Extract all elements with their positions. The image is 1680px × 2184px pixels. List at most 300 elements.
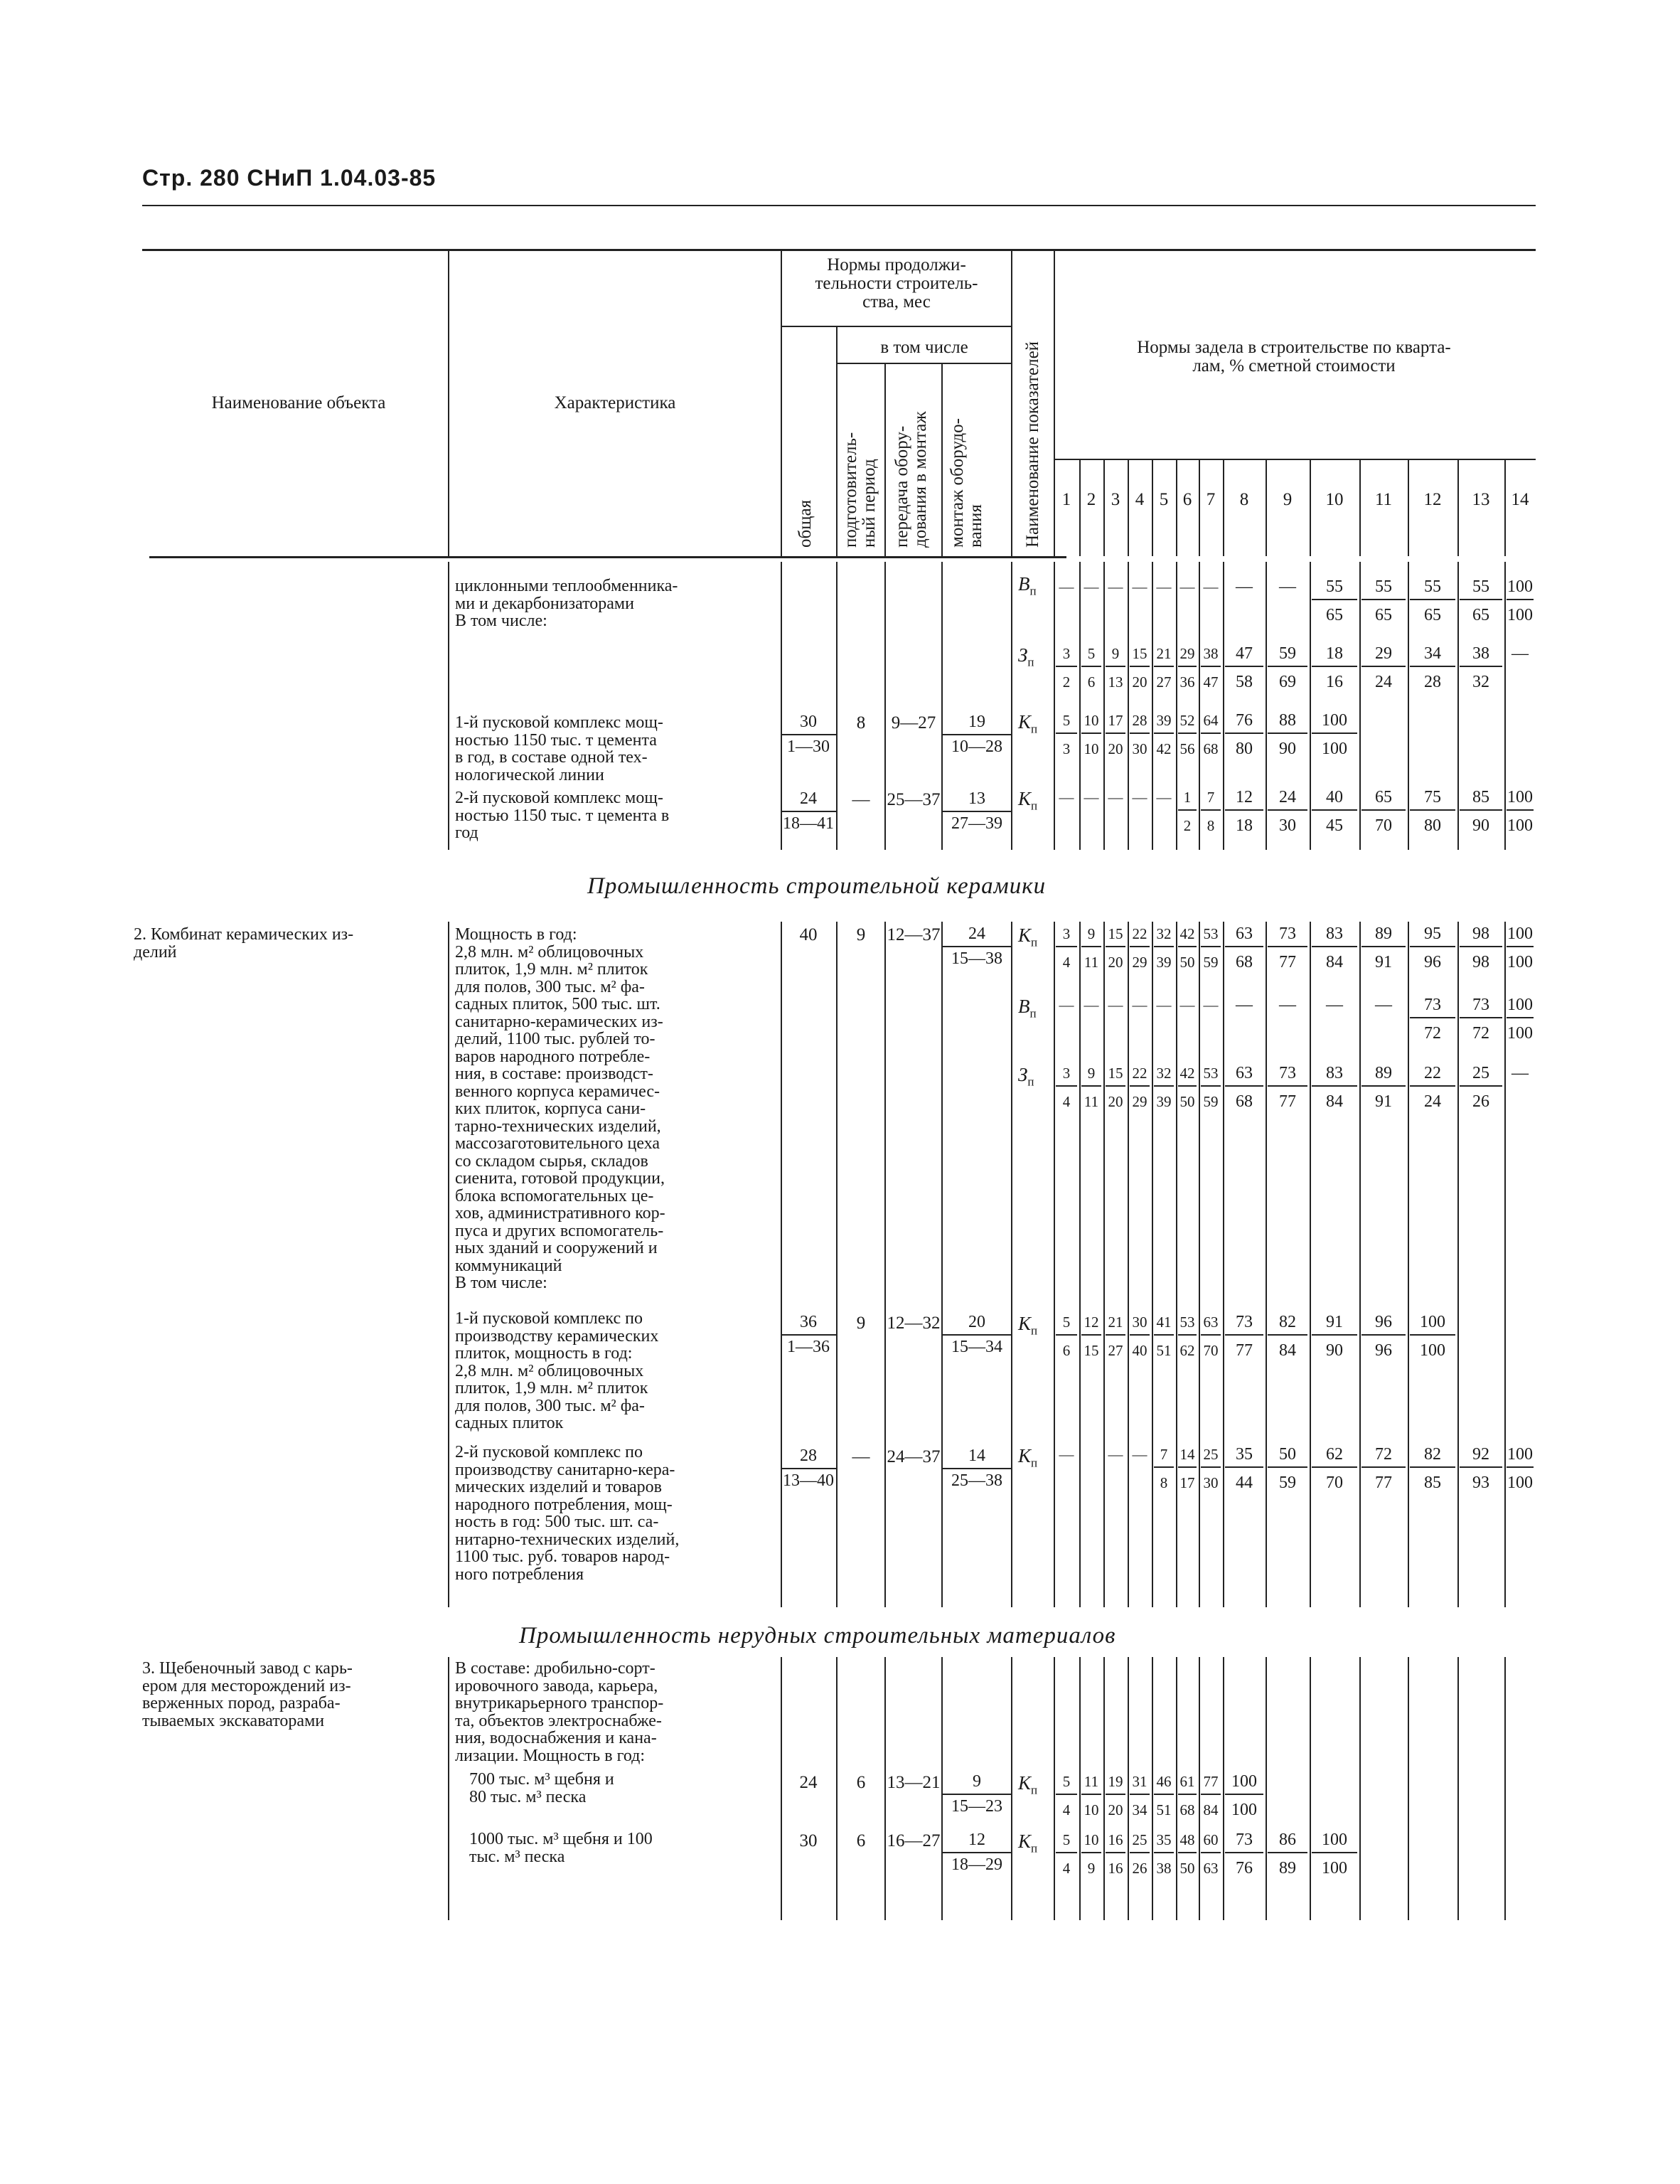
r_Z_cont-q3-bar: [1106, 666, 1125, 667]
r_o2_K-q7-bottom: 59: [1203, 954, 1219, 971]
r_o2k2_K-q11-top: 72: [1375, 1445, 1392, 1464]
r_B_cont-q14-bottom: 100: [1507, 606, 1533, 624]
column-line: [448, 562, 449, 850]
r_K2-q10-bar: [1312, 809, 1357, 811]
r_K1-q6-top: 52: [1179, 712, 1195, 729]
r_o2_K-q9-bar: [1268, 946, 1307, 947]
divider: [1054, 250, 1055, 556]
r_K2-q12-bottom: 80: [1424, 816, 1441, 835]
r_o2_Z-q8-top: 63: [1236, 1064, 1253, 1082]
column-line: [448, 1657, 449, 1920]
table-head-rule: [149, 556, 1066, 558]
o2-prep: 9: [856, 925, 866, 944]
r_K2-q3-top: —: [1108, 789, 1123, 806]
column-line: [1079, 562, 1081, 850]
r_K1-q4-bar: [1130, 733, 1150, 734]
r_o3b_K-q5-top: 35: [1156, 1831, 1172, 1848]
r_K2-q6-bar: [1178, 809, 1197, 811]
r_K2-q8-bar: [1225, 809, 1263, 811]
r_o2_K-q10-bottom: 84: [1326, 953, 1343, 971]
r_o2_B-q14-bar: [1507, 1017, 1534, 1018]
k2-install: $\frac{13}{27—39}$: [943, 789, 1011, 833]
col-durations-header: Нормы продолжи- тельности строитель- ства, мес: [815, 255, 978, 311]
r_o2_Z-q7-bar: [1201, 1085, 1221, 1087]
col-prep-header: подготовитель- ный период: [841, 432, 879, 548]
quarter-header-14: 14: [1511, 490, 1529, 509]
column-line: [1457, 562, 1459, 850]
r_o2_Z-q1-top: 3: [1062, 1065, 1071, 1082]
r_o2_K-q12-bottom: 96: [1424, 953, 1441, 971]
indicator-o3b-K: $К_п$: [1018, 1831, 1038, 1855]
col-transfer-header: передача обору- дования в монтаж: [892, 411, 930, 548]
section-ceramics: Промышленность строительной керамики: [587, 873, 1047, 899]
r_o3a_K-q4-bar: [1130, 1794, 1150, 1795]
r_K2-q7-bottom: 8: [1207, 817, 1215, 834]
r_o2_K-q4-top: 22: [1132, 925, 1147, 942]
r_K2-q10-top: 40: [1326, 788, 1343, 806]
indicator-o2k1-K: $К_п$: [1018, 1313, 1038, 1338]
r_K1-q9-bottom: 90: [1279, 740, 1296, 758]
r_K2-q9-bottom: 30: [1279, 816, 1296, 835]
r_o2_B-q12-top: 73: [1424, 996, 1441, 1014]
r_K2-q11-bottom: 70: [1375, 816, 1392, 835]
r_o2_K-q4-bar: [1130, 946, 1150, 947]
column-line: [1054, 562, 1055, 850]
r_Z_cont-q14-top: —: [1512, 644, 1529, 663]
column-line: [1176, 562, 1177, 850]
r_o2_B-q14-top: 100: [1507, 996, 1533, 1014]
quarter-header-6: 6: [1182, 490, 1192, 509]
r_o2k2_K-q14-top: 100: [1507, 1445, 1533, 1464]
r_B_cont-q10-top: 55: [1326, 577, 1343, 596]
column-line: [1266, 1657, 1267, 1920]
r_o2_B-q14-bottom: 100: [1507, 1024, 1533, 1043]
r_K2-q10-bottom: 45: [1326, 816, 1343, 835]
r_o2_B-q4-top: —: [1132, 996, 1147, 1013]
r_o3a_K-q6-bar: [1178, 1794, 1197, 1795]
r_o2_K-q14-bar: [1507, 946, 1534, 947]
r_K1-q2-top: 10: [1084, 712, 1099, 729]
r_o2_K-q8-top: 63: [1236, 925, 1253, 943]
divider: [836, 327, 838, 556]
r_o2_B-q5-top: —: [1156, 996, 1172, 1013]
r_o2_Z-q11-bottom: 91: [1375, 1092, 1392, 1111]
r_o2k1_K-q9-bar: [1268, 1334, 1307, 1336]
r_o3b_K-q3-bottom: 16: [1108, 1860, 1123, 1877]
quarter-divider: [1176, 460, 1177, 556]
r_o3b_K-q6-bar: [1178, 1852, 1197, 1853]
r_o2_Z-q2-bar: [1081, 1085, 1101, 1087]
column-line: [1223, 922, 1224, 1607]
r_K1-q1-top: 5: [1062, 712, 1071, 729]
quarter-header-11: 11: [1374, 490, 1393, 509]
r_o2k2_K-q10-bottom: 70: [1326, 1474, 1343, 1492]
indicator-Z-cont: $З_п$: [1018, 644, 1034, 669]
o3a-install: $\frac{9}{15—23}$: [943, 1772, 1011, 1816]
o2k1-prep: 9: [856, 1314, 866, 1333]
r_Z_cont-q9-bottom: 69: [1279, 673, 1296, 691]
r_o2k2_K-q13-bar: [1460, 1466, 1502, 1468]
r_K2-q6-bottom: 2: [1183, 817, 1192, 834]
r_o2_K-q2-bottom: 11: [1084, 954, 1099, 971]
r_K1-q6-bottom: 56: [1179, 740, 1195, 757]
r_o2_Z-q11-bar: [1361, 1085, 1406, 1087]
r_o2k1_K-q3-top: 21: [1108, 1314, 1123, 1331]
column-line: [1011, 922, 1012, 1607]
r_o2k2_K-q4-top: —: [1132, 1446, 1147, 1463]
r_o3b_K-q2-top: 10: [1084, 1831, 1099, 1848]
r_o2k1_K-q6-top: 53: [1179, 1314, 1195, 1331]
r_o3b_K-q7-bar: [1201, 1852, 1221, 1853]
quarter-header-7: 7: [1206, 490, 1216, 509]
r_K2-q9-bar: [1268, 809, 1307, 811]
r_B_cont-q12-bar: [1410, 599, 1455, 600]
column-line: [1011, 562, 1012, 850]
r_o3b_K-q8-bottom: 76: [1236, 1859, 1253, 1877]
r_Z_cont-q12-top: 34: [1424, 644, 1441, 663]
r_o2_Z-q7-top: 53: [1203, 1065, 1219, 1082]
r_K1-q8-bar: [1225, 733, 1263, 734]
column-line: [1310, 922, 1311, 1607]
r_K2-q13-bottom: 90: [1472, 816, 1489, 835]
r_Z_cont-q7-bottom: 47: [1203, 673, 1219, 691]
r_B_cont-q11-bottom: 65: [1375, 606, 1392, 624]
r_o2_B-q1-top: —: [1059, 996, 1074, 1013]
r_o2_K-q3-bottom: 20: [1108, 954, 1123, 971]
r_o3a_K-q3-top: 19: [1108, 1773, 1123, 1790]
object-3-variant-2: 1000 тыс. м³ щебня и 100 тыс. м³ песка: [469, 1830, 653, 1866]
r_o2_Z-q10-top: 83: [1326, 1064, 1343, 1082]
r_o2_Z-q11-top: 89: [1375, 1064, 1392, 1082]
r_o3a_K-q1-top: 5: [1062, 1773, 1071, 1790]
quarter-header-8: 8: [1239, 490, 1249, 509]
r_o2_K-q7-top: 53: [1203, 925, 1219, 942]
r_o2_K-q14-top: 100: [1507, 925, 1533, 943]
o3a-total: 24: [799, 1773, 818, 1792]
r_o2_Z-q1-bar: [1056, 1085, 1077, 1087]
r_o3a_K-q8-bar: [1225, 1794, 1263, 1795]
r_o2_K-q14-bottom: 100: [1507, 953, 1533, 971]
column-line: [1310, 1657, 1311, 1920]
indicator-o3a-K: $К_п$: [1018, 1772, 1038, 1797]
r_o2k2_K-q6-bottom: 17: [1179, 1474, 1195, 1491]
r_o2k2_K-q8-bottom: 44: [1236, 1474, 1253, 1492]
r_o2_Z-q6-bottom: 50: [1179, 1093, 1195, 1110]
r_o2_K-q7-bar: [1201, 946, 1221, 947]
column-line: [1079, 922, 1081, 1607]
quarter-header-2: 2: [1086, 490, 1096, 509]
r_o2_Z-q13-top: 25: [1472, 1064, 1489, 1082]
quarter-header-1: 1: [1061, 490, 1071, 509]
r_o2_K-q8-bottom: 68: [1236, 953, 1253, 971]
r_o3a_K-q2-bottom: 10: [1084, 1801, 1099, 1818]
r_o2k2_K-q5-bar: [1154, 1466, 1174, 1468]
r_Z_cont-q2-bottom: 6: [1087, 673, 1096, 691]
r_B_cont-q14-bar: [1507, 599, 1534, 600]
r_o3a_K-q4-top: 31: [1132, 1773, 1147, 1790]
r_o2_K-q3-top: 15: [1108, 925, 1123, 942]
column-line: [1457, 1657, 1459, 1920]
r_o2k2_K-q10-bar: [1312, 1466, 1357, 1468]
r_Z_cont-q3-bottom: 13: [1108, 673, 1123, 691]
r_o2_Z-q4-top: 22: [1132, 1065, 1147, 1082]
r_o3b_K-q10-bar: [1312, 1852, 1357, 1853]
quarter-divider: [1457, 460, 1459, 556]
r_o2k2_K-q13-bottom: 93: [1472, 1474, 1489, 1492]
r_B_cont-q13-bottom: 65: [1472, 606, 1489, 624]
r_o2k1_K-q5-top: 41: [1156, 1314, 1172, 1331]
r_o2_Z-q2-top: 9: [1087, 1065, 1096, 1082]
r_K2-q13-top: 85: [1472, 788, 1489, 806]
r_B_cont-q14-top: 100: [1507, 577, 1533, 596]
column-line: [1359, 1657, 1361, 1920]
r_o2k1_K-q7-bar: [1201, 1334, 1221, 1336]
r_o2_B-q13-bottom: 72: [1472, 1024, 1489, 1043]
r_Z_cont-q10-bar: [1312, 666, 1357, 667]
r_K1-q2-bar: [1081, 733, 1101, 734]
r_o2_Z-q8-bottom: 68: [1236, 1092, 1253, 1111]
r_o3a_K-q7-bottom: 84: [1203, 1801, 1219, 1818]
r_o2_K-q5-bar: [1154, 946, 1174, 947]
col-install-header: монтаж оборудо- вания: [948, 418, 985, 548]
divider: [836, 363, 1011, 364]
r_o2_K-q11-top: 89: [1375, 925, 1392, 943]
r_Z_cont-q11-top: 29: [1375, 644, 1392, 663]
r_K1-q7-bar: [1201, 733, 1221, 734]
r_o2k2_K-q1-top: —: [1059, 1446, 1074, 1463]
col-norms-header: Нормы задела в строительстве по кварта- лам, % сметной стоимости: [1137, 338, 1451, 375]
r_Z_cont-q8-bottom: 58: [1236, 673, 1253, 691]
r_o2_Z-q14-top: —: [1512, 1064, 1529, 1082]
column-line: [448, 922, 449, 1607]
r_o3a_K-q4-bottom: 34: [1132, 1801, 1147, 1818]
r_o2_K-q9-top: 73: [1279, 925, 1296, 943]
r_o3b_K-q3-top: 16: [1108, 1831, 1123, 1848]
object-3-characteristic: В составе: дробильно-сорт- ировочного завода, карьера, внутрикарьерного транспор- та, объектов электроснабже- ния, водоснабжения и кана- лизации. Мощность в год:: [455, 1659, 664, 1765]
quarter-header-9: 9: [1283, 490, 1293, 509]
r_K2-q11-top: 65: [1375, 788, 1392, 806]
r_o2k1_K-q6-bottom: 62: [1179, 1342, 1195, 1359]
column-line: [1504, 562, 1506, 850]
r_o2_K-q6-top: 42: [1179, 925, 1195, 942]
column-line: [1128, 922, 1129, 1607]
r_o3a_K-q5-bar: [1154, 1794, 1174, 1795]
r_o3b_K-q9-top: 86: [1279, 1831, 1296, 1849]
column-line: [1103, 922, 1105, 1607]
r_o2_K-q6-bottom: 50: [1179, 954, 1195, 971]
r_o2_K-q5-bottom: 39: [1156, 954, 1172, 971]
r_K2-q5-top: —: [1156, 789, 1172, 806]
r_K1-q9-top: 88: [1279, 711, 1296, 730]
r_K1-q10-bar: [1312, 733, 1357, 734]
r_K2-q12-bar: [1410, 809, 1455, 811]
r_Z_cont-q13-top: 38: [1472, 644, 1489, 663]
divider: [781, 326, 1011, 327]
r_B_cont-q10-bar: [1312, 599, 1357, 600]
r_o3b_K-q6-top: 48: [1179, 1831, 1195, 1848]
o3b-total: 30: [799, 1831, 818, 1850]
r_o2k1_K-q5-bottom: 51: [1156, 1342, 1172, 1359]
r_o2_Z-q12-bar: [1410, 1085, 1455, 1087]
r_o2k2_K-q7-top: 25: [1203, 1446, 1219, 1463]
col-object-header: Наименование объекта: [211, 393, 386, 412]
r_o2k2_K-q10-top: 62: [1326, 1445, 1343, 1464]
col-indicator-header: Наименование показателей: [1023, 341, 1042, 548]
r_B_cont-q13-top: 55: [1472, 577, 1489, 596]
r_o2_Z-q1-bottom: 4: [1062, 1093, 1071, 1110]
r_K2-q14-bar: [1507, 809, 1534, 811]
object-3-name: 3. Щебеночный завод с карь- ером для месторождений из- верженных пород, разраба- тываемых экскаваторами: [142, 1659, 353, 1730]
r_o3a_K-q3-bottom: 20: [1108, 1801, 1123, 1818]
r_Z_cont-q1-bar: [1056, 666, 1077, 667]
r_K2-q6-top: 1: [1183, 789, 1192, 806]
r_Z_cont-q6-top: 29: [1179, 645, 1195, 662]
r_B_cont-q11-bar: [1361, 599, 1406, 600]
r_o3b_K-q6-bottom: 50: [1179, 1860, 1195, 1877]
r_o3b_K-q7-bottom: 63: [1203, 1860, 1219, 1877]
r_o2k1_K-q8-bottom: 77: [1236, 1341, 1253, 1360]
r_K1-q9-bar: [1268, 733, 1307, 734]
column-line: [836, 922, 838, 1607]
column-line: [1310, 562, 1311, 850]
r_Z_cont-q2-top: 5: [1087, 645, 1096, 662]
r_Z_cont-q12-bar: [1410, 666, 1455, 667]
col-total-header: общая: [796, 499, 815, 548]
k1-total: $\frac{30}{1—30}$: [781, 713, 836, 757]
r_o2_Z-q5-bar: [1154, 1085, 1174, 1087]
r_Z_cont-q1-bottom: 2: [1062, 673, 1071, 691]
k2-transfer: 25—37: [887, 790, 941, 809]
r_o3b_K-q7-top: 60: [1203, 1831, 1219, 1848]
cont-complex-2: 2-й пусковой комплекс мощ- ностью 1150 тыс. т цемента в год: [455, 789, 670, 842]
object-3-variant-1: 700 тыс. м³ щебня и 80 тыс. м³ песка: [469, 1770, 614, 1806]
r_o2k2_K-q6-top: 14: [1179, 1446, 1195, 1463]
r_Z_cont-q4-bottom: 20: [1132, 673, 1147, 691]
r_o2k1_K-q4-bottom: 40: [1132, 1342, 1147, 1359]
r_K1-q1-bar: [1056, 733, 1077, 734]
column-line: [1504, 1657, 1506, 1920]
o2k2-total: $\frac{28}{13—40}$: [781, 1447, 836, 1491]
r_o2k1_K-q8-top: 73: [1236, 1313, 1253, 1331]
r_o2k1_K-q10-bar: [1312, 1334, 1357, 1336]
r_K2-q13-bar: [1460, 809, 1502, 811]
r_K2-q1-top: —: [1059, 789, 1074, 806]
divider: [884, 364, 886, 556]
r_B_cont-q8-top: —: [1236, 577, 1253, 596]
r_o3a_K-q5-top: 46: [1156, 1773, 1172, 1790]
quarter-divider: [1128, 460, 1129, 556]
r_o3a_K-q6-bottom: 68: [1179, 1801, 1195, 1818]
column-line: [1011, 1657, 1012, 1920]
r_o2_K-q2-top: 9: [1087, 925, 1096, 942]
o2k2-transfer: 24—37: [887, 1447, 941, 1466]
k1-prep: 8: [856, 713, 866, 733]
r_B_cont-q3-top: —: [1108, 578, 1123, 595]
o3b-install: $\frac{12}{18—29}$: [943, 1831, 1011, 1875]
quarter-divider: [1152, 460, 1153, 556]
r_K1-q1-bottom: 3: [1062, 740, 1071, 757]
r_o2_Z-q3-bottom: 20: [1108, 1093, 1123, 1110]
quarter-divider: [1408, 460, 1409, 556]
r_o2_K-q13-top: 98: [1472, 925, 1489, 943]
r_o2k2_K-q7-bottom: 30: [1203, 1474, 1219, 1491]
r_o2k1_K-q10-bottom: 90: [1326, 1341, 1343, 1360]
r_o2k2_K-q9-bar: [1268, 1466, 1307, 1468]
r_o2k1_K-q9-top: 82: [1279, 1313, 1296, 1331]
r_o2_Z-q6-bar: [1178, 1085, 1197, 1087]
r_o2_B-q13-top: 73: [1472, 996, 1489, 1014]
o2-transfer: 12—37: [887, 925, 941, 944]
r_o2_B-q3-top: —: [1108, 996, 1123, 1013]
r_o2k2_K-q14-bottom: 100: [1507, 1474, 1533, 1492]
indicator-K2: $К_п$: [1018, 788, 1038, 813]
o2k1-total: $\frac{36}{1—36}$: [781, 1313, 836, 1357]
r_o2k1_K-q8-bar: [1225, 1334, 1263, 1336]
col-incl-header: в том числе: [880, 338, 968, 357]
r_o2_Z-q10-bottom: 84: [1326, 1092, 1343, 1111]
r_Z_cont-q12-bottom: 28: [1424, 673, 1441, 691]
r_B_cont-q6-top: —: [1179, 578, 1195, 595]
r_o2_B-q6-top: —: [1179, 996, 1195, 1013]
r_o2_Z-q3-top: 15: [1108, 1065, 1123, 1082]
r_o2k1_K-q12-bottom: 100: [1420, 1341, 1445, 1360]
r_o2_K-q13-bar: [1460, 946, 1502, 947]
divider: [1054, 459, 1536, 460]
indicator-o2-Z: $З_п$: [1018, 1064, 1034, 1089]
r_K2-q14-top: 100: [1507, 788, 1533, 806]
r_o3b_K-q4-bar: [1130, 1852, 1150, 1853]
header-rule: [142, 205, 1536, 206]
r_Z_cont-q13-bar: [1460, 666, 1502, 667]
r_o2_Z-q9-top: 73: [1279, 1064, 1296, 1082]
r_o2_Z-q4-bottom: 29: [1132, 1093, 1147, 1110]
r_o2_Z-q12-top: 22: [1424, 1064, 1441, 1082]
r_B_cont-q1-top: —: [1059, 578, 1074, 595]
r_o2k2_K-q12-top: 82: [1424, 1445, 1441, 1464]
k2-prep: —: [852, 790, 870, 809]
r_o3a_K-q8-bottom: 100: [1231, 1801, 1257, 1819]
column-line: [1152, 562, 1153, 850]
divider: [941, 364, 943, 556]
r_o3a_K-q6-top: 61: [1179, 1773, 1195, 1790]
r_o2_K-q3-bar: [1106, 946, 1125, 947]
r_K2-q8-top: 12: [1236, 788, 1253, 806]
r_o3b_K-q9-bottom: 89: [1279, 1859, 1296, 1877]
column-line: [1199, 562, 1200, 850]
r_Z_cont-q8-bar: [1225, 666, 1263, 667]
r_o2k1_K-q1-top: 5: [1062, 1314, 1071, 1331]
r_K1-q7-bottom: 68: [1203, 740, 1219, 757]
r_B_cont-q9-top: —: [1279, 577, 1296, 596]
r_o3b_K-q2-bottom: 9: [1087, 1860, 1096, 1877]
r_K1-q4-top: 28: [1132, 712, 1147, 729]
column-line: [1266, 562, 1267, 850]
r_K2-q11-bar: [1361, 809, 1406, 811]
k2-total: $\frac{24}{18—41}$: [781, 789, 836, 833]
r_K1-q10-top: 100: [1322, 711, 1347, 730]
r_Z_cont-q11-bottom: 24: [1375, 673, 1392, 691]
r_o3b_K-q5-bottom: 38: [1156, 1860, 1172, 1877]
r_K1-q2-bottom: 10: [1084, 740, 1099, 757]
r_o2k1_K-q2-bar: [1081, 1334, 1101, 1336]
r_o2_B-q13-bar: [1460, 1017, 1502, 1018]
r_o3a_K-q2-top: 11: [1084, 1773, 1099, 1790]
r_o2_Z-q13-bottom: 26: [1472, 1092, 1489, 1111]
r_B_cont-q12-bottom: 65: [1424, 606, 1441, 624]
r_o2_K-q1-bottom: 4: [1062, 954, 1071, 971]
r_Z_cont-q7-top: 38: [1203, 645, 1219, 662]
r_o3a_K-q2-bar: [1081, 1794, 1101, 1795]
